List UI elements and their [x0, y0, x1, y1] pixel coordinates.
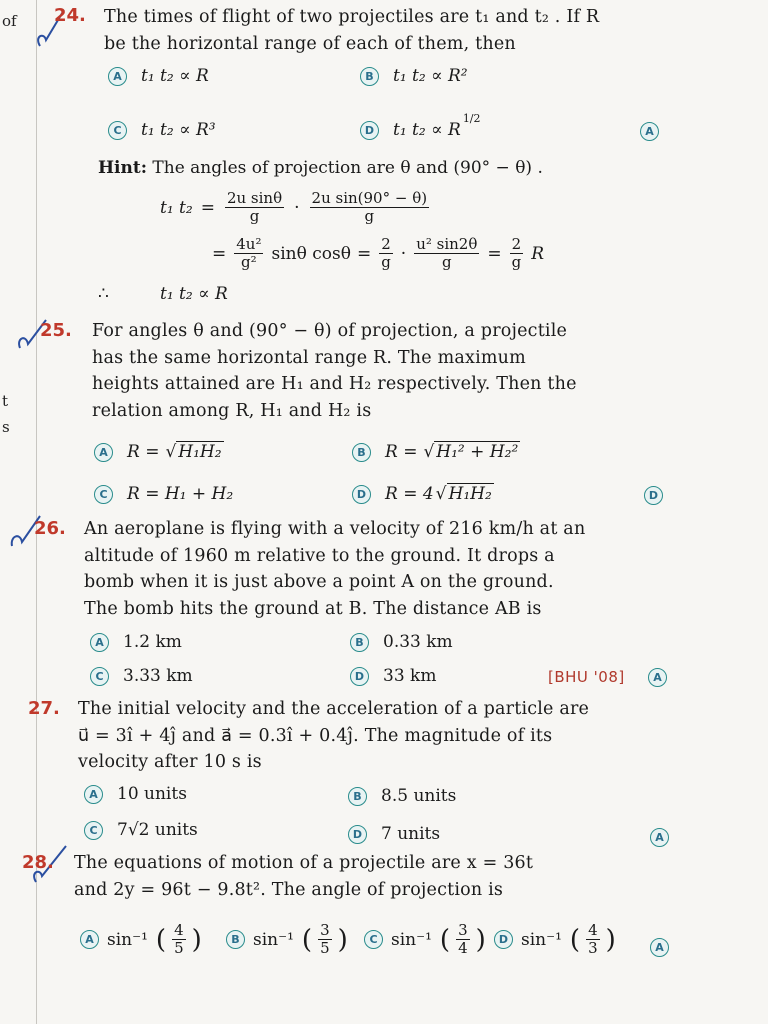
radicand: H₁H₂: [448, 484, 492, 504]
option-letter-d: D: [350, 667, 369, 686]
option-d[interactable]: D sin⁻¹ ( $\frac{4}{3}$ ): [494, 922, 616, 957]
option-text: t₁ t₂ ∝ R³: [141, 120, 216, 140]
option-c[interactable]: [108, 120, 216, 140]
question-stem: [74, 850, 694, 903]
stem-line: be the horizontal range of each of them, then: [104, 33, 516, 54]
answer-badge: A: [648, 668, 667, 687]
margin-word: of: [2, 12, 17, 30]
answer-badge: A: [650, 828, 669, 847]
option-a[interactable]: [84, 784, 187, 804]
option-letter-b: B: [348, 787, 367, 806]
source-tag: [BHU '08]: [548, 668, 625, 686]
option-letter-d: D: [352, 485, 371, 504]
option-letter-c: C: [364, 930, 383, 949]
option-function: sin⁻¹: [521, 929, 562, 950]
answer-badge: D: [644, 486, 663, 505]
question-number: 26.: [34, 518, 66, 539]
option-function: sin⁻¹: [253, 929, 294, 950]
hint-equation-1: t₁ t₂ = $\frac{\text{2u sinθ}}{g}$ · $\frac{\text{2u sin(90° − θ)}}{g}$: [160, 189, 428, 225]
answer-badge: A: [640, 122, 659, 141]
option-d[interactable]: [360, 111, 481, 140]
fraction: $\frac{4}{5}$: [174, 921, 184, 957]
option-text: R = H₁ + H₂: [127, 484, 234, 504]
option-letter-c: C: [94, 485, 113, 504]
option-b[interactable]: [348, 786, 456, 806]
option-letter-d: D: [348, 825, 367, 844]
option-text: 7 units: [381, 824, 441, 844]
option-letter-c: C: [108, 121, 127, 140]
option-a[interactable]: [108, 66, 209, 86]
stem-line: bomb when it is just above a point A on the ground.: [84, 572, 554, 592]
option-letter-a: A: [108, 67, 127, 86]
option-letter-d: D: [494, 930, 513, 949]
question-number: 27.: [28, 698, 60, 719]
radicand: H₁² + H₂²: [436, 442, 519, 462]
option-text: 33 km: [383, 666, 437, 686]
question-stem: [84, 516, 684, 622]
fraction: $\frac{4}{3}$: [588, 921, 598, 957]
eq-term: R: [531, 243, 545, 264]
option-a[interactable]: A R = √ H₁H₂: [94, 442, 224, 462]
hint: [98, 158, 543, 178]
hint-equation-2: = $\frac{\text{4u²}}{\text{g²}}$ sinθ cosθ = $\frac{2}{g}$ · $\frac{\text{u² sin2θ}}{g}$ = $\frac{2}{g}$ R: [212, 235, 545, 271]
stem-line: For angles θ and (90° − θ) of projection, a projectile: [92, 321, 568, 341]
stem-line: An aeroplane is flying with a velocity of 216 km/h at an: [84, 519, 586, 539]
option-letter-a: A: [94, 443, 113, 462]
option-b[interactable]: B R = √ H₁² + H₂²: [352, 442, 520, 462]
option-text: 10 units: [117, 784, 187, 804]
radicand: H₁H₂: [178, 442, 222, 462]
stem-line: heights attained are H₁ and H₂ respectively. Then the: [92, 374, 577, 394]
option-d[interactable]: [350, 666, 436, 686]
exponent-fraction: 1/2: [462, 111, 481, 125]
option-a[interactable]: A sin⁻¹ ( $\frac{4}{5}$ ): [80, 922, 202, 957]
option-text: R = 4: [385, 484, 434, 504]
option-text: 8.5 units: [381, 786, 457, 806]
option-letter-b: B: [352, 443, 371, 462]
option-function: sin⁻¹: [391, 929, 432, 950]
option-b[interactable]: B sin⁻¹ ( $\frac{3}{5}$ ): [226, 922, 348, 957]
option-text: 7√2 units: [117, 820, 198, 840]
stem-line: The times of flight of two projectiles are t₁ and t₂ . If R: [104, 7, 600, 27]
option-d[interactable]: [348, 824, 440, 844]
option-c[interactable]: [94, 484, 233, 504]
margin-letter-s: s: [2, 418, 10, 436]
question-stem: [92, 318, 672, 424]
option-text: 0.33 km: [383, 632, 453, 652]
option-c[interactable]: C sin⁻¹ ( $\frac{3}{4}$ ): [364, 922, 486, 957]
option-a[interactable]: [90, 632, 182, 652]
option-letter-c: C: [90, 667, 109, 686]
option-text: t₁ t₂ ∝ R²: [393, 66, 468, 86]
option-letter-b: B: [360, 67, 379, 86]
option-text: t₁ t₂ ∝ R: [141, 66, 209, 86]
fraction: $\frac{2}{g}$: [381, 235, 391, 271]
option-text: R =: [127, 442, 160, 462]
eq-term: sinθ cosθ: [271, 243, 351, 264]
option-d[interactable]: D R = 4 √ H₁H₂: [352, 484, 494, 504]
fraction: $\frac{2}{g}$: [511, 235, 522, 271]
option-letter-b: B: [226, 930, 245, 949]
stem-line: relation among R, H₁ and H₂ is: [92, 400, 372, 421]
fraction: $\frac{\text{2u sinθ}}{g}$: [226, 189, 283, 225]
option-letter-c: C: [84, 821, 103, 840]
hint-label: Hint:: [98, 158, 148, 178]
stem-line: u⃗ = 3î + 4ĵ and a⃗ = 0.3î + 0.4ĵ. The magnitude of its: [78, 725, 553, 746]
question-number: 25.: [40, 320, 72, 341]
fraction: $\frac{3}{5}$: [320, 921, 330, 957]
stem-line: The bomb hits the ground at B. The distance AB is: [84, 598, 542, 619]
question-number: 28.: [22, 852, 54, 873]
stem-line: has the same horizontal range R. The maximum: [92, 347, 526, 368]
option-letter-a: A: [80, 930, 99, 949]
option-letter-b: B: [350, 633, 369, 652]
option-text: 3.33 km: [123, 666, 193, 686]
answer-badge: A: [650, 938, 669, 957]
margin-letter-t: t: [2, 392, 9, 410]
option-letter-a: A: [90, 633, 109, 652]
option-function: sin⁻¹: [107, 929, 148, 950]
option-c[interactable]: [90, 666, 193, 686]
option-b[interactable]: [350, 632, 453, 652]
therefore-symbol: ∴: [98, 284, 109, 304]
option-text: R =: [385, 442, 418, 462]
question-stem: [104, 4, 664, 57]
stem-line: altitude of 1960 m relative to the ground. It drops a: [84, 545, 555, 566]
option-b[interactable]: [360, 66, 468, 86]
stem-line: The initial velocity and the acceleration of a particle are: [78, 699, 590, 719]
eq-lhs: t₁ t₂: [160, 197, 193, 218]
option-letter-d: D: [360, 121, 379, 140]
fraction: $\frac{\text{2u sin(90° − θ)}}{g}$: [311, 189, 428, 225]
fraction: $\frac{\text{u² sin2θ}}{g}$: [416, 235, 478, 271]
stem-line: The equations of motion of a projectile are x = 36t: [74, 853, 534, 873]
question-stem: [78, 696, 688, 776]
stem-line: and 2y = 96t − 9.8t². The angle of projection is: [74, 879, 504, 900]
option-letter-a: A: [84, 785, 103, 804]
question-number: 24.: [54, 5, 86, 26]
stem-line: velocity after 10 s is: [78, 752, 262, 772]
option-text: t₁ t₂ ∝ R: [393, 120, 461, 140]
fraction: $\frac{\text{4u²}}{\text{g²}}$: [236, 235, 262, 271]
hint-text: The angles of projection are θ and (90° − θ) .: [152, 158, 543, 178]
hint-conclusion: t₁ t₂ ∝ R: [160, 284, 228, 304]
option-c[interactable]: [84, 820, 198, 840]
fraction: $\frac{3}{4}$: [458, 921, 468, 957]
option-text: 1.2 km: [123, 632, 182, 652]
